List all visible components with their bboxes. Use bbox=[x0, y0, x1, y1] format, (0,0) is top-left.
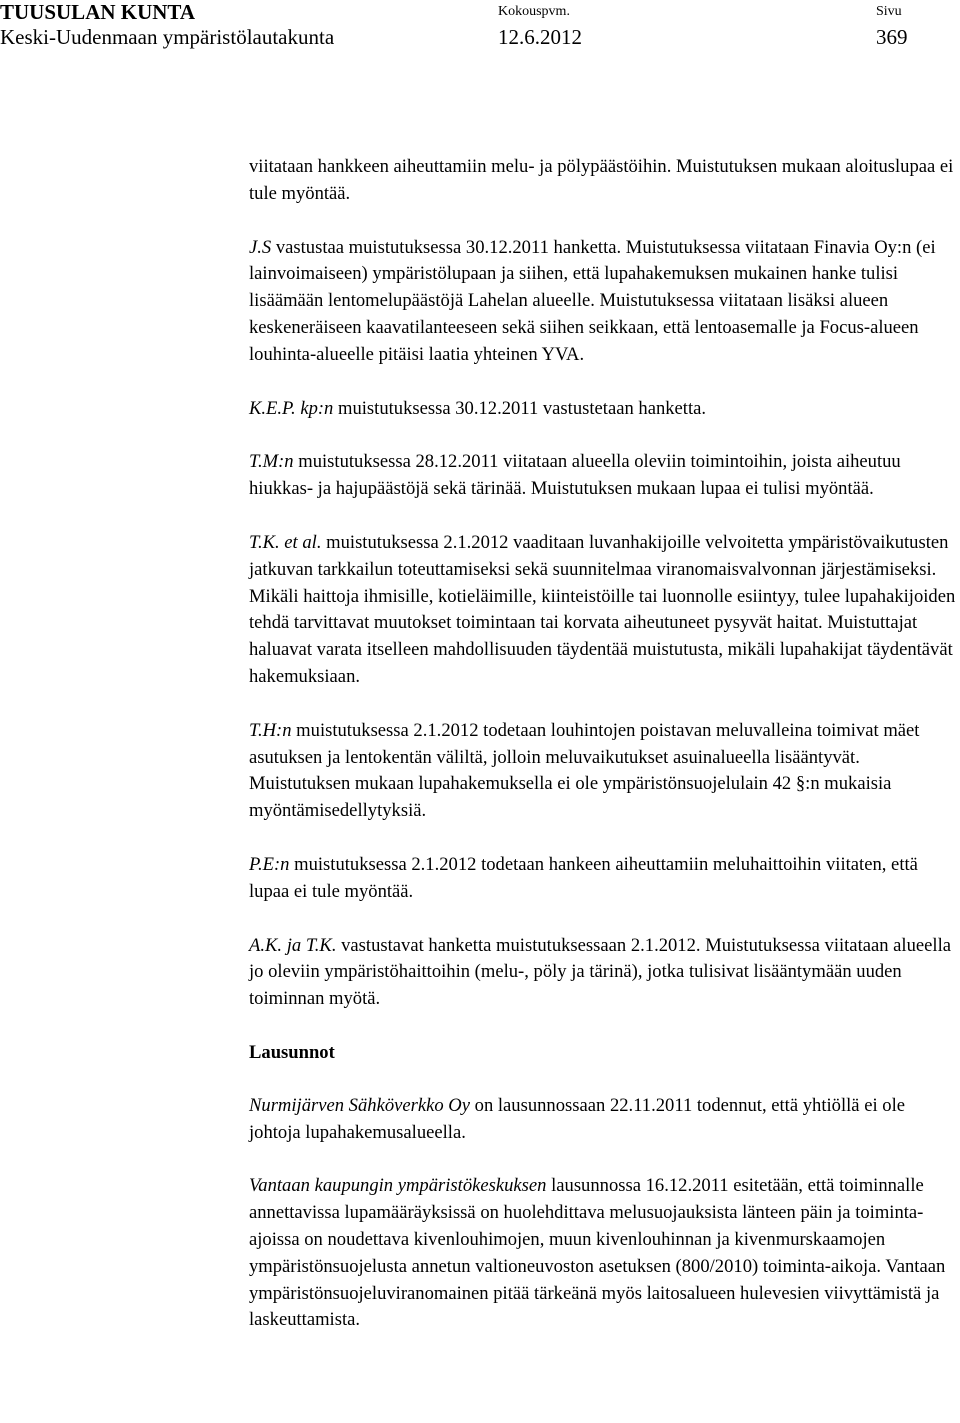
objector-name: T.M:n bbox=[249, 451, 294, 473]
header-left bbox=[0, 0, 334, 50]
meeting-date-block bbox=[498, 0, 582, 50]
paragraph-objection bbox=[249, 396, 957, 423]
objector-name: J.S bbox=[249, 236, 272, 258]
organization-name: TUUSULAN KUNTA bbox=[0, 0, 196, 24]
paragraph-objection bbox=[249, 449, 957, 503]
statement-source: Vantaan kaupungin ympäristökeskuksen bbox=[249, 1175, 547, 1197]
paragraph-text: muistutuksessa 2.1.2012 vaaditaan luvanhakijoille velvoitetta ympäristövaikutusten jatkuvan tarkkailun toteuttamiseksi sekä suunnitelmaa viranomaisvalvonnan järjestämiseksi. Mikäli haittoja ihmisille, kotieläimille, kiinteistöille tai luonnolle esiintyy, tulee lupahakijoiden tehdä tarvittavat muutokset toimintaan tai korvata aiheutuneet pysyvät haitat. Muistuttajat haluavat varata itselleen mahdollisuuden täydentää muistutusta, mikäli lupahakijat täydentävät hakemuksiaan. bbox=[249, 531, 956, 687]
paragraph-objection bbox=[249, 852, 957, 906]
paragraph-text: vastustavat hanketta muistutuksessaan 2.1.2012. Muistutuksessa viitataan alueella jo oleviin ympäristöhaittoihin (melu-, pöly ja tärinä), jotka tulisivat lisääntymään uuden toiminnan myötä. bbox=[249, 934, 951, 1010]
board-name: Keski-Uudenmaan ympäristölautakunta bbox=[0, 25, 335, 49]
page-number: 369 bbox=[876, 25, 908, 49]
paragraph-intro: viitataan hankkeen aiheuttamiin melu- ja pölypäästöihin. Muistutuksen mukaan aloituslupaa ei tule myöntää. bbox=[249, 156, 954, 204]
page-number-block bbox=[876, 0, 908, 50]
objector-name: T.K. et al. bbox=[249, 531, 322, 553]
page-label: Sivu bbox=[876, 4, 902, 19]
statement-source: Nurmijärven Sähköverkko Oy bbox=[249, 1094, 470, 1116]
objector-name: T.H:n bbox=[249, 719, 292, 741]
paragraph-text: muistutuksessa 28.12.2011 viitataan alueella oleviin toimintoihin, joista aiheutuu hiukkas- ja hajupäästöjä sekä tärinää. Muistutuksen mukaan lupaa ei tulisi myöntää. bbox=[249, 451, 901, 500]
paragraph-text: lausunnossa 16.12.2011 esitetään, että toiminnalle annettavissa lupamääräyksissä on huolehdittava melusuojauksista länteen päin ja toiminta-ajoissa on noudettava kivenlouhimojen, muun kivenlouhinnan ja kivenmurskaamojen ympäristönsuojelusta annetun valtioneuvoston asetuksen (800/2010) toiminta-aikoja. Vantaan ympäristönsuojeluviranomainen pitää tärkeänä myös laitosalueen hulevesien viivyttämistä ja laskeuttamista. bbox=[249, 1175, 946, 1331]
paragraph-text: on lausunnossaan 22.11.2011 todennut, että yhtiöllä ei ole johtoja lupahakemusalueella. bbox=[249, 1094, 905, 1143]
paragraph-objection bbox=[249, 235, 957, 369]
objector-name: K.E.P. kp:n bbox=[249, 397, 334, 419]
meeting-date-label: Kokouspvm. bbox=[498, 4, 570, 19]
paragraph-statement bbox=[249, 1093, 957, 1147]
paragraph-text: muistutuksessa 2.1.2012 todetaan louhintojen poistavan meluvalleina toimivat mäet asutuksen ja lentokentän väliltä, jolloin meluvaikutukset asuinalueella lisääntyvät. Muistutuksen mukaan lupahakemuksella ei ole ympäristönsuojelulain 42 §:n mukaisia myöntämisedellytyksiä. bbox=[249, 719, 920, 822]
objector-name: P.E:n bbox=[249, 853, 290, 875]
page-header bbox=[0, 0, 960, 50]
paragraph-objection bbox=[249, 530, 957, 691]
objector-name: A.K. ja T.K. bbox=[249, 934, 337, 956]
paragraph-statement bbox=[249, 1173, 957, 1334]
section-heading: Lausunnot bbox=[249, 1041, 335, 1063]
paragraph-objection bbox=[249, 718, 957, 825]
document-body bbox=[249, 154, 957, 1334]
paragraph-text: muistutuksessa 2.1.2012 todetaan hankeen aiheuttamiin meluhaittoihin viitaten, että lupaa ei tule myöntää. bbox=[249, 853, 918, 902]
paragraph-text: muistutuksessa 30.12.2011 vastustetaan hanketta. bbox=[333, 397, 707, 419]
paragraph-objection bbox=[249, 933, 957, 1013]
paragraph-text: vastustaa muistutuksessa 30.12.2011 hanketta. Muistutuksessa viitataan Finavia Oy:n (ei lainvoimaiseen) ympäristölupaan ja siihen, että lupahakemuksen mukainen hanke tulisi lisäämään lentomelupäästöjä Lahelan alueelle. Muistutuksessa viitataan lisäksi alueen keskeneräiseen kaavatilanteeseen sekä siihen seikkaan, että lentoasemalle ja Focus-alueen louhinta-alueelle pitäisi laatia yhteinen YVA. bbox=[249, 236, 936, 365]
meeting-date: 12.6.2012 bbox=[498, 25, 582, 49]
